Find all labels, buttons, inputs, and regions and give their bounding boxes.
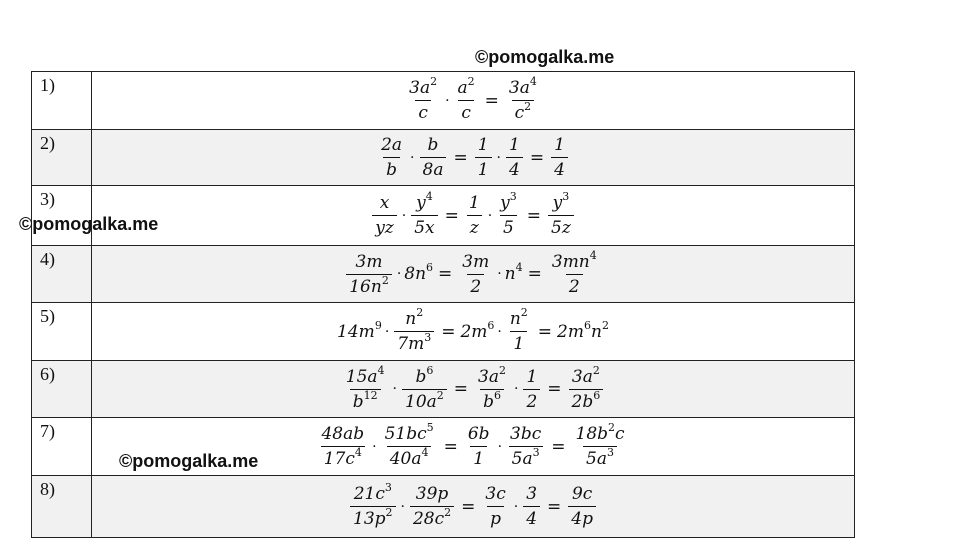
row-number: 5) <box>32 303 92 361</box>
expression-2: $\frac{2a}{b}$ · $\frac{b}{8a}$ = $\frac{1}{1}$ · $\frac{1}{4}$ = $\frac{1}{4}$ <box>92 130 855 186</box>
table-row <box>32 130 855 186</box>
expression-3: $\frac{x}{yz}$ · $\frac{y^4}{5x}$ = $\frac{1}{z}$ · $\frac{y^3}{5}$ = $\frac{y^3}{5z}$ <box>92 186 855 246</box>
expression-6: $\frac{15a^4}{b^{12}}$ · $\frac{b^6}{10a^2}$ = $\frac{3a^2}{b^6}$ · $\frac{1}{2}$ = $\frac{3a^2}{2b^6}$ <box>92 361 855 418</box>
expression-1: $\frac{3a^2}{c}$ · $\frac{a^2}{c}$ = $\frac{3a^4}{c^2}$ <box>92 72 855 130</box>
expression-8: $\frac{21c^3}{13p^2}$ · $\frac{39p}{28c^2}$ = $\frac{3c}{p}$ · $\frac{3}{4}$ = $\frac{9c}{4p}$ <box>92 476 855 538</box>
row-number: 1) <box>32 72 92 130</box>
table-row <box>32 303 855 361</box>
watermark-left: ©pomogalka.me <box>19 214 159 234</box>
row-number: 6) <box>32 361 92 418</box>
row-number: 7) <box>32 418 92 476</box>
table-row <box>32 246 855 303</box>
row-number: 4) <box>32 246 92 303</box>
expression-4: $\frac{3m}{16n^2}$ · $8n^6$ = $\frac{3m}{2}$ · $n^4$ = $\frac{3mn^4}{2}$ <box>92 246 855 303</box>
table-row <box>32 476 855 538</box>
watermark-bottom: ©pomogalka.me <box>119 451 259 471</box>
row-number: 3) <box>32 186 92 246</box>
table-row <box>32 361 855 418</box>
watermark-top: ©pomogalka.me <box>475 47 615 67</box>
expression-5: $14m^9$ · $\frac{n^2}{7m^3}$ = $2m^6$ · $\frac{n^2}{1}$ = $2m^6n^2$ <box>92 303 855 361</box>
row-number: 8) <box>32 476 92 538</box>
table-row <box>32 72 855 130</box>
row-number: 2) <box>32 130 92 186</box>
expression-7: $\frac{48ab}{17c^4}$ · $\frac{51bc^5}{40a^4}$ = $\frac{6b}{1}$ · $\frac{3bc}{5a^3}$ = $\frac{18b^2c}{5a^3}$ <box>92 418 855 476</box>
